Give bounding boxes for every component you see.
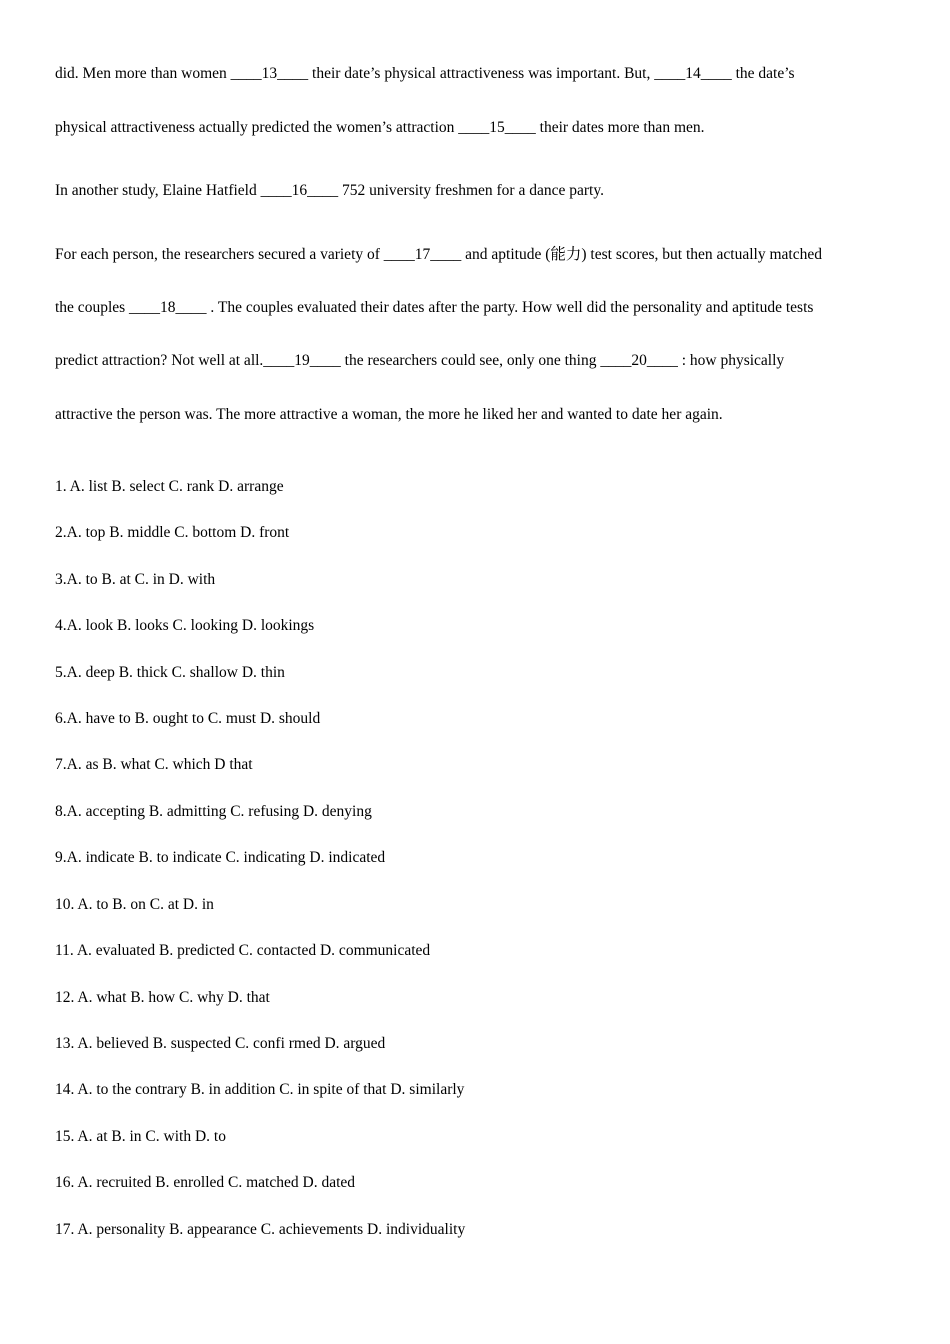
option-item: 17. A. personality B. appearance C. achievements D. individuality: [55, 1221, 466, 1238]
option-item: 11. A. evaluated B. predicted C. contacted D. communicated: [55, 942, 431, 959]
passage-line: For each person, the researchers secured a variety of ____17____ and aptitude (能力) test scores, but then actually matched: [55, 246, 822, 263]
passage-line: predict attraction? Not well at all.____19____ the researchers could see, only one thing ____20____ : how physically: [55, 352, 785, 369]
passage-line: did. Men more than women ____13____ their date’s physical attractiveness was important. But, ____14____ the date’s: [55, 65, 795, 82]
passage-line: In another study, Elaine Hatfield ____16____ 752 university freshmen for a dance party.: [55, 182, 604, 199]
option-item: 6.A. have to B. ought to C. must D. should: [55, 710, 321, 727]
option-item: 4.A. look B. looks C. looking D. lookings: [55, 617, 315, 634]
option-item: 5.A. deep B. thick C. shallow D. thin: [55, 664, 285, 681]
option-item: 14. A. to the contrary B. in addition C. in spite of that D. similarly: [55, 1081, 465, 1098]
passage-line: attractive the person was. The more attractive a woman, the more he liked her and wanted to date her again.: [55, 406, 723, 423]
option-item: 16. A. recruited B. enrolled C. matched D. dated: [55, 1174, 356, 1191]
option-item: 8.A. accepting B. admitting C. refusing D. denying: [55, 803, 372, 820]
option-item: 3.A. to B. at C. in D. with: [55, 571, 216, 588]
option-item: 15. A. at B. in C. with D. to: [55, 1128, 226, 1145]
option-item: 9.A. indicate B. to indicate C. indicating D. indicated: [55, 849, 386, 866]
passage-line: physical attractiveness actually predicted the women’s attraction ____15____ their dates more than men.: [55, 119, 705, 136]
option-item: 1. A. list B. select C. rank D. arrange: [55, 478, 284, 495]
option-item: 13. A. believed B. suspected C. confi rmed D. argued: [55, 1035, 386, 1052]
option-item: 7.A. as B. what C. which D that: [55, 756, 253, 773]
option-item: 12. A. what B. how C. why D. that: [55, 989, 270, 1006]
option-item: 10. A. to B. on C. at D. in: [55, 896, 214, 913]
passage-line: the couples ____18____ . The couples evaluated their dates after the party. How well did the personality and aptitude tests: [55, 299, 814, 316]
option-item: 2.A. top B. middle C. bottom D. front: [55, 524, 290, 541]
